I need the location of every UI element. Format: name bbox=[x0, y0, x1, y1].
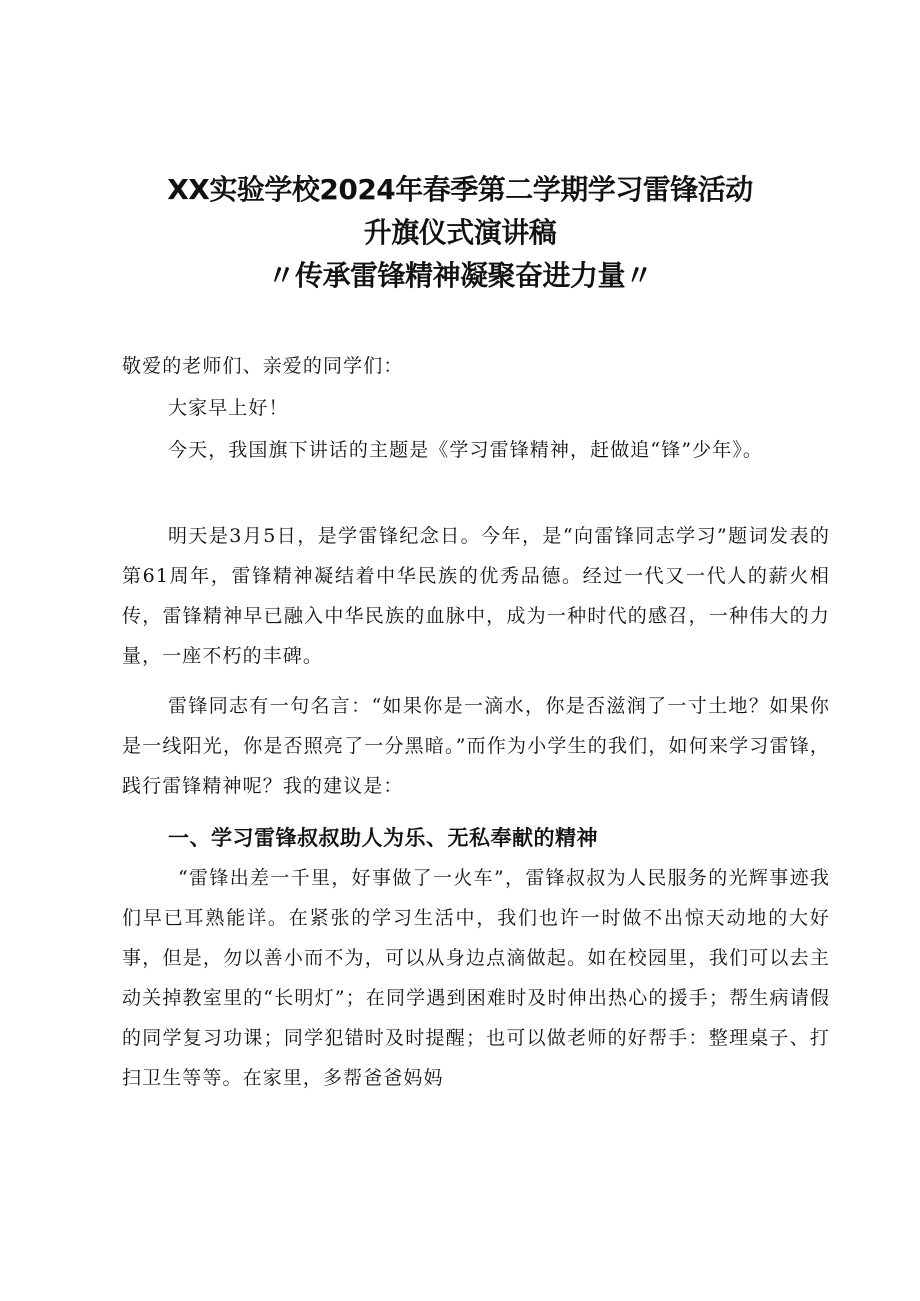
section-paragraph: “雷锋出差一千里，好事做了一火车”，雷锋叔叔为人民服务的光辉事迹我们早已耳熟能详。在紧张的学习生活中，我们也许一时做不出惊天动地的大好事，但是，勿以善小而不为，可以从身边点滴做起。如在校园里，我们可以去主动关掉教室里的“长明灯”；在同学遇到困难时及时伸出热心的援手；帮生病请假的同学复习功课；同学犯错时及时提醒；也可以做老师的好帮手：整理桌子、打扫卫生等等。在家里，多帮爸爸妈妈 bbox=[122, 867, 830, 1089]
title-line-1: XX实验学校2024年春季第二学期学习雷锋活动 bbox=[167, 173, 753, 206]
paragraph-topic: 今天，我国旗下讲话的主题是《学习雷锋精神，赶做追“锋”少年》。 bbox=[168, 439, 764, 461]
paragraph-quote: 雷锋同志有一句名言：“如果你是一滴水，你是否滋润了一寸土地？如果你是一线阳光，你是否照亮了一分黑暗。”而作为小学生的我们，如何来学习雷锋，践行雷锋精神呢？我的建议是： bbox=[122, 695, 830, 797]
title-line-2: 升旗仪式演讲稿 bbox=[363, 216, 557, 249]
salutation: 敬爱的老师们、亲爱的同学们： bbox=[122, 355, 404, 377]
title-line-3: 〃传承雷锋精神凝聚奋进力量〃 bbox=[267, 259, 653, 292]
paragraph-commemoration: 明天是3月5日，是学雷锋纪念日。今年，是“向雷锋同志学习”题词发表的第61周年，雷锋精神凝结着中华民族的优秀品德。经过一代又一代人的薪火相传，雷锋精神早已融入中华民族的血脉中，成为一种时代的感召，一种伟大的力量，一座不朽的丰碑。 bbox=[122, 525, 830, 667]
section-heading: 一、学习雷锋叔叔助人为乐、无私奉献的精神 bbox=[168, 826, 598, 850]
document-title bbox=[0, 168, 920, 297]
greeting: 大家早上好！ bbox=[168, 397, 289, 419]
